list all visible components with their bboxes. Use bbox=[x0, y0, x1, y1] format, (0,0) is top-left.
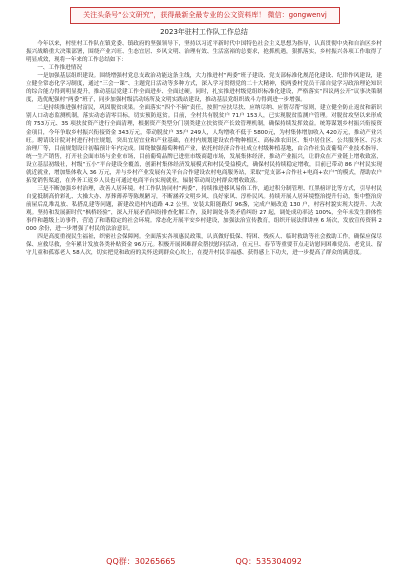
footer-contact bbox=[0, 556, 408, 568]
qq-group-number: QQ群：30265665 bbox=[106, 557, 176, 566]
document-title: 2023年驻村工作队工作总结 bbox=[160, 28, 248, 36]
document-page bbox=[26, 27, 382, 257]
document-paragraph: 一是加强基层组织建设。围绕增强村党总支政治功能这条主线，大力推进村“两委”班子建设、党支部标准化规范化建设、纪律作风建设，建立健全常态化学习制度，通过“三会一课”、主题党日活动等多种方式，深入学习贯彻党的二十大精神，使两委村党员干部自觉学习政治理论知识的综合能力得到明显提升，推动基层党建工作全面进步、全面过硬。同时，扎实推进村级党组织标准化建设，严格落实“四议两公开”议事决策制度，选优配强村“两委”班子，同步加强村级活动场所及文明实践站建设，推动基层党组织战斗力得到进一步增强。 bbox=[26, 73, 382, 104]
qq-number: QQ：535304092 bbox=[235, 557, 302, 566]
document-paragraph: 二是持续推进强村富民，巩固脱贫成果。全面落实“四个不摘”责任，按照“应扶尽扶、应纳尽纳、应帮尽帮”原则，建立健全防止返贫和新识别人口动态监测机制，落实动态清零目标，切实预防返贫。目前，全村共有脱贫户 71户 153人，已实现脱贫监测户管理。对脱贫攻坚以来形成的 753万元、35 项扶贫资产进行全面清理，根据资产类型分门别类建立扶贫资产长效管理机制，确保持续发挥效益。统筹谋划乡村振兴衔接资金项目，今年争取乡村振兴衔接资金 343万元，带动脱贫户 35户 249人，人均增收不低于 5800元，为村集体增加收入 420万元，推动产业兴旺。聘请设计院对村进行村庄规划，突出宜居宜业和产业基础，在村内规划建设农作物种植区、高标准农田区、集中居住区、公共服务区、污水治理厂等，目前规划设计初稿预计年内完成。围绕做强葡萄种植产业，依托村经济合作社成立村级种植基地，由合作社负责葡萄产业技术指导、统一生产销售，打开社会面市场与企业市场，目前葡萄品牌已进驻市级商超市场，发展集体经济，推动产业振兴，让群众在产业链上增收致富，设立基层初级社，村级“五小”平台建设全覆盖，创新村集体经济发展模式和村民受益模式，确保村民持续稳定增收，目前已带动 86 户村民实现就近就业，增加集体收入 36 万元，并与乡村产业发展有关平台合作建设农村电商服务站，采取“党支部+合作社+电商+农户”的模式，帮助农户拓宽销售渠道，在外务工返乡人员也可通过电商平台实现就业，辐射带动周边村群众增收致富。 bbox=[26, 105, 382, 184]
section-heading: 一、工作推进情况 bbox=[37, 65, 82, 72]
document-paragraph: 今年以来，村驻村工作队在镇党委、镇政府的坚强领导下，坚持以习近平新时代中国特色社会主义思想为指导，认真贯彻中央和自治区乡村振兴战略重大决策部署，围绕产业兴旺、生态宜居、乡风文明、治理有效、生活富裕的总要求，抢抓机遇，狠抓落实，乡村振兴各项工作取得了明显成效，现将一年来的工作总结如下： bbox=[26, 41, 382, 64]
promo-banner: 关注头条号“公文研究”，获得最新全最专业的公文资料库！ 微信：gongwenvj bbox=[70, 7, 340, 24]
document-paragraph: 四是高度重视民生福祉，织密社会保障网。全面落实各项惠民政策，认真做好低保、特困、残疾人、临时救助等社会救助工作，确保应保尽保、应救尽救，全年累计发放各类补贴资金 96万元。积极开展困难群众帮扶慰问活动，在元旦、春节等重要节点走访慰问困难党员、老党员、留守儿童和孤寡老人 58人次，切实把党和政府的关怀送到群众心坎上，在提升村民幸福感、获得感上下功夫，进一步提高了群众的满意度。 bbox=[26, 234, 382, 257]
document-paragraph: 三是不断加强乡村治理，改善人居环境。村工作队协同村“两委”，持续推进移风易俗工作，通过积分制管理、红黑榜评比等方式，引导村民自觉抵制高价彩礼、大操大办、厚葬薄养等陈规陋习，不断涵养文明乡风、良好家风、淳朴民风。持续开展人居环境整治提升行动，集中整治房前屋后乱堆乱放、私搭乱建等问题，新建改造村内道路 4.2 公里，安装太阳能路灯 96盏，完成户厕改造 130 户，村容村貌实现大提升、大改观。坚持和发展新时代“枫桥经验”，深入开展矛盾纠纷排查化解工作，及时调处各类矛盾纠纷 27 起，调处成功率达 100%，全年未发生群体性事件和越级上访事件，营造了和谐稳定的社会环境。常态化开展平安乡村建设，加强法治宣传教育，组织开展法律讲座 6 场次，发放宣传资料 2000 余份，进一步增强了村民的法治意识。 bbox=[26, 185, 382, 233]
